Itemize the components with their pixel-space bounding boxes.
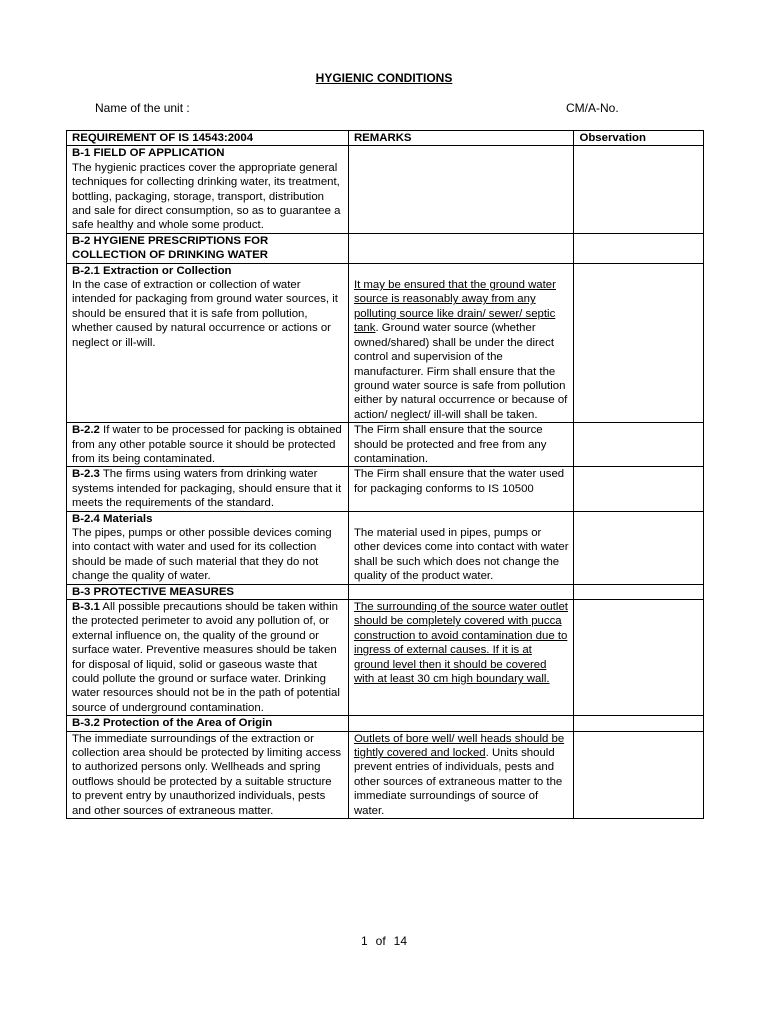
observation-cell bbox=[574, 511, 704, 584]
section-heading: B-2.3 bbox=[72, 468, 100, 481]
observation-cell bbox=[574, 584, 704, 599]
table-header-row bbox=[67, 131, 704, 146]
table-row bbox=[67, 584, 704, 599]
table-row bbox=[67, 511, 704, 584]
requirement-cell bbox=[67, 146, 349, 233]
requirement-cell bbox=[67, 511, 349, 584]
remarks-cell bbox=[348, 600, 574, 716]
remarks-cell bbox=[348, 423, 574, 467]
remark-underlined-text: The surrounding of the source water outlet should be completely covered with pucca construction to avoid contamination due to ingress of external causes. If it is at ground level then it should be covered with at least 30 cm high boundary wall. bbox=[353, 601, 568, 686]
observation-cell bbox=[574, 716, 704, 731]
remark-underlined-text: It may be ensured that the ground water source is reasonably away from any polluting source like drain/ sewer/ septic tank bbox=[353, 279, 556, 335]
requirement-text: The firms using waters from drinking water systems intended for packaging, should ensure that it meets the requirements of the standard. bbox=[72, 468, 342, 510]
column-header-remarks: REMARKS bbox=[348, 131, 574, 146]
requirement-cell bbox=[67, 716, 349, 731]
requirement-cell bbox=[67, 467, 349, 511]
section-heading: B-3.1 bbox=[72, 601, 100, 613]
observation-cell bbox=[574, 600, 704, 716]
page-title: HYGIENIC CONDITIONS bbox=[315, 71, 453, 85]
remark-text: The material used in pipes, pumps or other devices come into contact with water shall be such which does not change the quality of the product water. bbox=[353, 526, 569, 583]
section-heading: B-3.2 Protection of the Area of Origin bbox=[72, 717, 273, 730]
table-row bbox=[67, 146, 704, 233]
requirement-cell bbox=[67, 584, 349, 599]
unit-name-label: Name of the unit : bbox=[95, 101, 190, 115]
remark-underlined-text: Outlets of bore well/ well heads should be tightly covered and locked bbox=[353, 732, 565, 760]
section-heading: B-2.4 Materials bbox=[72, 512, 153, 525]
table-row bbox=[67, 731, 704, 818]
requirements-table bbox=[66, 130, 704, 819]
section-heading: B-2.1 Extraction or Collection bbox=[72, 264, 232, 277]
table-row bbox=[67, 467, 704, 511]
observation-cell bbox=[574, 233, 704, 263]
observation-cell bbox=[574, 423, 704, 467]
remarks-cell bbox=[348, 716, 574, 731]
remarks-cell bbox=[348, 233, 574, 263]
requirement-cell bbox=[67, 600, 349, 716]
cm-number-label: CM/A-No. bbox=[566, 101, 619, 115]
remark-text: . Ground water source (whether owned/shared) shall be under the direct control and supervision of the manufacturer. Firm shall ensure that the ground water source is safe from pollution either by natural occurrence or because of action/ neglect/ ill-will shall be taken. bbox=[353, 322, 568, 421]
remark-text: . Units should prevent entries of individuals, pests and other sources of extraneous matter to the immediate surroundings of source of water. bbox=[353, 747, 563, 817]
page-number bbox=[0, 934, 768, 948]
table-row bbox=[67, 263, 704, 422]
requirement-cell bbox=[67, 731, 349, 818]
remarks-cell bbox=[348, 511, 574, 584]
section-heading: B-3 PROTECTIVE MEASURES bbox=[72, 585, 235, 598]
observation-cell bbox=[574, 263, 704, 422]
requirement-text: The pipes, pumps or other possible devices coming into contact with water and used for its collection should be made of such material that they do not change the quality of water. bbox=[72, 526, 332, 583]
table-row bbox=[67, 600, 704, 716]
current-page: 1 bbox=[360, 934, 368, 948]
observation-cell bbox=[574, 731, 704, 818]
remarks-cell bbox=[348, 263, 574, 422]
requirement-text: If water to be processed for packing is obtained from any other potable source it should be protected from its being contaminated. bbox=[72, 424, 342, 465]
remark-text: The Firm shall ensure that the water used for packaging conforms to IS 10500 bbox=[353, 468, 565, 495]
table-row bbox=[67, 716, 704, 731]
remarks-cell bbox=[348, 146, 574, 233]
requirement-text: The immediate surroundings of the extraction or collection area should be protected by limiting access to authorized persons only. Wellheads and spring outflows should be protected by a suitable structure to prevent entry by unauthorized individuals, pests and other sources of extraneous matter. bbox=[72, 732, 342, 817]
remarks-cell bbox=[348, 731, 574, 818]
table-row bbox=[67, 423, 704, 467]
observation-cell bbox=[574, 146, 704, 233]
page-of-label: of bbox=[375, 934, 386, 948]
observation-cell bbox=[574, 467, 704, 511]
section-heading: B-1 FIELD OF APPLICATION bbox=[72, 147, 225, 160]
remarks-cell bbox=[348, 467, 574, 511]
requirement-cell bbox=[67, 423, 349, 467]
column-header-observation: Observation bbox=[574, 131, 704, 146]
requirement-text: All possible precautions should be taken within the protected perimeter to avoid any pollution of, or external influence on, the quality of the ground or surface water. Preventive measures should be taken for disposal of liquid, solid or gaseous waste that could pollute the ground or surface water. Drinking water resources should not be in the path of potential source of underground contamination. bbox=[72, 601, 340, 714]
section-heading: B-2 HYGIENE PRESCRIPTIONS FOR COLLECTION OF DRINKING WATER bbox=[72, 234, 269, 262]
requirement-text: The hygienic practices cover the appropriate general techniques for collecting drinking water, its treatment, bottling, packaging, storage, transport, distribution and sale for direct consumption, so as to guarantee a safe healthy and whole some product. bbox=[72, 161, 341, 232]
remarks-cell bbox=[348, 584, 574, 599]
remark-text: The Firm shall ensure that the source should be protected and free from any contamination. bbox=[353, 424, 547, 465]
total-pages: 14 bbox=[393, 934, 408, 948]
requirement-cell bbox=[67, 233, 349, 263]
requirement-cell bbox=[67, 263, 349, 422]
table-row bbox=[67, 233, 704, 263]
section-heading: B-2.2 bbox=[72, 424, 100, 437]
requirement-text: In the case of extraction or collection of water intended for packaging from ground water sources, it should be ensured that it is safe from pollution, whether caused by natural occurrence or actions or neglect or ill-will. bbox=[72, 279, 338, 349]
column-header-requirement: REQUIREMENT OF IS 14543:2004 bbox=[67, 131, 349, 146]
